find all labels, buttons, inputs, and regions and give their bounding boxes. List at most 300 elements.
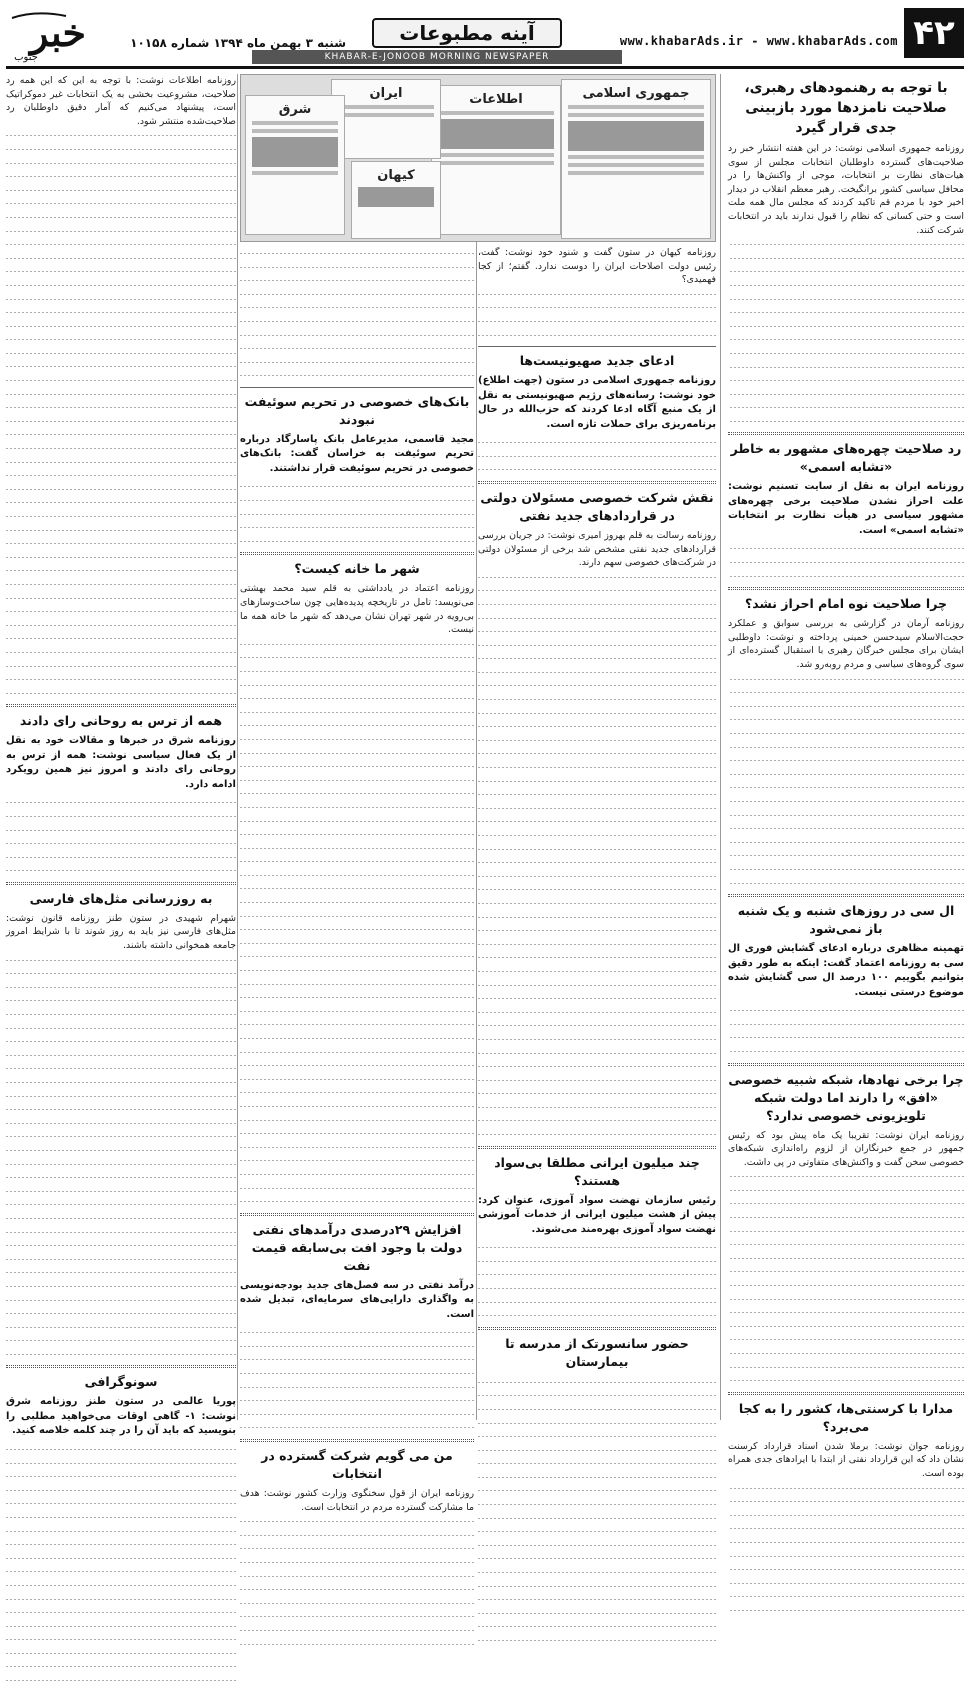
section-divider: [728, 1063, 964, 1066]
text-line: [478, 1086, 716, 1100]
text-line: [6, 823, 236, 837]
text-line: [728, 1030, 964, 1044]
article-body: روزنامه جمهوری اسلامی نوشت: در این هفته انتشار خبر رد صلاحیت‌های گسترده داوطلبان انتخابات مجلس از سوی هیات‌های نظارت بر انتخابات، موجی از واکنش‌ها را در محافل سیاسی کشور برانگیخت. رهبر معظم انقلاب در دیدار اخیر خود با مردم قم تاکید کردند که مجلس مال همه ملت است و حتی کسانی که نظام را قبول ندارند باید در انتخابات شرکت کنند.: [728, 143, 964, 236]
text-line: [478, 1127, 716, 1141]
headline[interactable]: من می گویم شرکت گسترده در انتخابات: [261, 1447, 453, 1481]
text-line: [478, 1538, 716, 1552]
text-line: [478, 1416, 716, 1430]
text-line: [6, 1184, 236, 1198]
headline[interactable]: نقش شرکت خصوصی مسئولان دولتی در قراردادهای جدید نفتی: [480, 489, 714, 523]
newspaper-subtitle: KHABAR-E-JONOOB MORNING NEWSPAPER: [252, 50, 622, 64]
text-line: [6, 1592, 236, 1606]
text-line: [478, 1073, 716, 1087]
headline[interactable]: با توجه به رهنمودهای رهبری، صلاحیت نامزدها مورد بازبینی جدی قرار گیرد: [744, 80, 948, 136]
text-line: [6, 993, 236, 1007]
section-divider: [728, 1392, 964, 1395]
text-line: [6, 577, 236, 591]
section-divider: [240, 1439, 474, 1442]
text-line: [6, 1659, 236, 1673]
text-line: [6, 441, 236, 455]
text-line: [478, 882, 716, 896]
text-line: [478, 1497, 716, 1511]
text-line: [240, 1514, 474, 1528]
text-line: [478, 1633, 716, 1647]
text-line: [6, 563, 236, 577]
text-line: [728, 794, 964, 808]
header-rule: [6, 66, 964, 69]
text-line: [240, 1031, 474, 1045]
text-line: [240, 637, 474, 651]
text-line: [6, 251, 236, 265]
text-line: [240, 1352, 474, 1366]
text-line: [728, 373, 964, 387]
text-line: [478, 964, 716, 978]
text-line: [240, 990, 474, 1004]
text-line: [6, 319, 236, 333]
text-line: [240, 922, 474, 936]
middle-right-column: [478, 246, 716, 1420]
text-line: [728, 1278, 964, 1292]
logo-text: خبر: [30, 10, 86, 55]
headline[interactable]: شهر ما خانه کیست؟: [294, 561, 420, 577]
text-line: [478, 1005, 716, 1019]
text-line: [728, 1210, 964, 1224]
text-line: [6, 1333, 236, 1347]
text-line: [6, 1143, 236, 1157]
text-line: [478, 570, 716, 584]
middle-left-column: [240, 246, 474, 1513]
text-line: [478, 1483, 716, 1497]
text-line: [6, 156, 236, 170]
text-line: [240, 1194, 474, 1208]
newspaper-front-page: اطلاعات: [431, 85, 561, 235]
text-line: [6, 659, 236, 673]
text-line: [6, 455, 236, 469]
text-line: [6, 809, 236, 823]
text-line: [728, 1237, 964, 1251]
article-body: روزنامه اطلاعات نوشت: با توجه به این که این همه رد صلاحیت، مشروعیت بخشی به یک انتخابات غیر دموکراتیک است، پیشنهاد می‌کنیم که آمار دقیق داوطلبان رد صلاحیت‌شده منتشر شود.: [6, 75, 236, 127]
text-line: [728, 1264, 964, 1278]
text-line: [6, 550, 236, 564]
text-line: [6, 1238, 236, 1252]
text-line: [728, 726, 964, 740]
text-line: [6, 604, 236, 618]
text-line: [728, 767, 964, 781]
text-line: [478, 978, 716, 992]
text-line: [728, 400, 964, 414]
text-line: [240, 260, 474, 274]
text-line: [240, 895, 474, 909]
text-line: [728, 278, 964, 292]
text-line: [6, 495, 236, 509]
text-line: [240, 1637, 474, 1651]
text-line: [478, 733, 716, 747]
text-line: [728, 672, 964, 686]
text-line: [478, 828, 716, 842]
text-line: [728, 862, 964, 876]
article-body: روزنامه ایران نوشت: تقریبا یک ماه پیش بود که رئیس جمهور در جمع خبرنگاران از لزوم راه‌اندازی شبکه‌های خصوصی سخن گفت و واکنش‌های متفاوتی در پی داشت.: [728, 1129, 964, 1168]
text-line: [6, 1129, 236, 1143]
headline[interactable]: چرا برخی نهادها، شبکه شبیه خصوصی «افق» را دارند اما دولت شبکه تلویزیونی خصوصی ندارد؟: [728, 1071, 964, 1123]
section-divider: [240, 552, 474, 555]
text-line: [6, 795, 236, 809]
text-line: [6, 631, 236, 645]
column-divider: [237, 74, 238, 1420]
text-line: [6, 292, 236, 306]
text-line: [6, 1089, 236, 1103]
text-line: [240, 1623, 474, 1637]
text-line: [6, 645, 236, 659]
text-line: [6, 523, 236, 537]
text-line: [728, 387, 964, 401]
text-line: [240, 732, 474, 746]
text-line: [6, 1496, 236, 1510]
text-line: [478, 1443, 716, 1457]
text-line: [6, 387, 236, 401]
text-line: [478, 692, 716, 706]
section-divider: [478, 1146, 716, 1149]
text-line: [728, 1481, 964, 1495]
text-line: [6, 1632, 236, 1646]
headline[interactable]: افزایش ۲۹درصدی درآمدهای نفتی دولت با وجود افت بی‌سابقه قیمت نفت: [251, 1221, 463, 1273]
text-line: [728, 569, 964, 583]
text-line: [478, 937, 716, 951]
issue-date-line: شنبه ۳ بهمن ماه ۱۳۹۴ شماره ۱۰۱۵۸: [130, 36, 346, 50]
newspaper-front-page: شرق: [245, 95, 345, 235]
text-line: [240, 507, 474, 521]
text-line: [240, 1569, 474, 1583]
text-line: [728, 1319, 964, 1333]
site-urls[interactable]: www.khabarAds.ir - www.khabarAds.com: [619, 34, 898, 48]
text-line: [240, 1181, 474, 1195]
text-line: [6, 224, 236, 238]
text-line: [728, 360, 964, 374]
text-line: [240, 936, 474, 950]
text-line: [240, 814, 474, 828]
section-divider: [240, 387, 474, 388]
text-line: [6, 1483, 236, 1497]
article-lead: درآمد نفتی در سه فصل‌های جدید بودجه‌نویسی به واگذاری دارایی‌های سرمایه‌ای، تبدیل شده است.: [240, 1279, 474, 1320]
headline[interactable]: حضور سانسورتک از مدرسه تا بیمارستان: [505, 1335, 689, 1369]
text-line: [240, 1072, 474, 1086]
text-line: [478, 1254, 716, 1268]
text-line: [240, 678, 474, 692]
text-line: [478, 1511, 716, 1525]
text-line: [728, 414, 964, 428]
text-line: [728, 319, 964, 333]
text-line: [478, 1606, 716, 1620]
text-line: [6, 1170, 236, 1184]
text-line: [6, 1211, 236, 1225]
headline[interactable]: سونوگرافی: [84, 1374, 158, 1390]
text-line: [728, 1549, 964, 1563]
section-divider: [6, 704, 236, 707]
text-line: [240, 300, 474, 314]
text-line: [240, 1555, 474, 1569]
text-line: [478, 1018, 716, 1032]
text-line: [6, 1646, 236, 1660]
newspaper-front-page: ایران: [331, 79, 441, 159]
text-line: [478, 1470, 716, 1484]
text-line: [478, 896, 716, 910]
text-line: [240, 868, 474, 882]
article-body: روزنامه ایران از قول سخنگوی وزارت کشور نوشت: هدف ما مشارکت گسترده مردم در انتخابات است.: [240, 1487, 474, 1513]
text-line: [240, 1609, 474, 1623]
right-column: [728, 74, 964, 1479]
text-line: [6, 1157, 236, 1171]
text-line: [6, 414, 236, 428]
headline[interactable]: همه از ترس به روحانی رای دادند: [19, 713, 223, 729]
left-column: [6, 74, 236, 1437]
text-line: [728, 1332, 964, 1346]
text-line: [728, 712, 964, 726]
text-line: [6, 142, 236, 156]
text-line: [6, 863, 236, 877]
newspaper-front-page: جمهوری اسلامی: [561, 79, 711, 239]
text-line: [6, 1524, 236, 1538]
text-line: [6, 1061, 236, 1075]
text-line: [6, 468, 236, 482]
text-line: [478, 1565, 716, 1579]
text-line: [6, 1279, 236, 1293]
text-line: [478, 462, 716, 476]
text-line: [240, 1528, 474, 1542]
text-line: [6, 1320, 236, 1334]
text-line: [478, 435, 716, 449]
text-line: [728, 1346, 964, 1360]
text-line: [240, 328, 474, 342]
headline[interactable]: مدارا با کرسنتی‌ها، کشور را به کجا می‌برد؟: [738, 1400, 954, 1434]
text-line: [6, 618, 236, 632]
text-line: [240, 314, 474, 328]
article-lead: روزنامه جمهوری اسلامی در ستون (جهت اطلاع) خود نوشت: رسانه‌های رژیم صهیونیستی به نقل از یک منبع آگاه ادعا کردند که حزب‌الله در حال برنامه‌ریزی برای حملات تازه است.: [478, 375, 716, 430]
text-line: [240, 1407, 474, 1421]
text-line: [240, 1380, 474, 1394]
text-line: [6, 1225, 236, 1239]
text-line: [728, 685, 964, 699]
text-line: [240, 881, 474, 895]
text-line: [728, 1521, 964, 1535]
text-line: [478, 449, 716, 463]
text-line: [240, 909, 474, 923]
text-line: [478, 760, 716, 774]
text-line: [478, 624, 716, 638]
text-line: [6, 966, 236, 980]
text-line: [478, 1100, 716, 1114]
article-body: روزنامه اعتماد در یادداشتی به قلم سید محمد بهشتی می‌نویسد: تامل در تاریخچه پدیده‌هایی چون ساخت‌وسازهای بی‌رویه در شهر تهران نشان می‌دهد که شهر ما خانه همه ما نیست.: [240, 583, 474, 636]
text-line: [240, 273, 474, 287]
text-line: [478, 1308, 716, 1322]
text-line: [728, 808, 964, 822]
text-line: [728, 740, 964, 754]
text-line: [478, 1456, 716, 1470]
logo-sub: جنوب: [14, 52, 38, 63]
text-line: [478, 314, 716, 328]
column-divider: [720, 74, 721, 1420]
text-line: [240, 1153, 474, 1167]
text-line: [478, 1032, 716, 1046]
text-line: [728, 541, 964, 555]
text-line: [240, 963, 474, 977]
text-line: [478, 1240, 716, 1254]
headline[interactable]: به روزرسانی مثل‌های فارسی: [29, 890, 213, 906]
text-line: [728, 1494, 964, 1508]
text-line: [728, 1360, 964, 1374]
text-line: [240, 800, 474, 814]
section-divider: [6, 1365, 236, 1368]
text-line: [478, 583, 716, 597]
headline[interactable]: ادعای جدید صهیونیست‌ها: [519, 353, 675, 369]
section-divider: [478, 346, 716, 347]
text-line: [478, 1295, 716, 1309]
text-line: [478, 842, 716, 856]
text-line: [478, 1402, 716, 1416]
text-line: [6, 237, 236, 251]
text-line: [240, 949, 474, 963]
text-line: [6, 1306, 236, 1320]
text-line: [6, 128, 236, 142]
text-line: [240, 759, 474, 773]
text-line: [6, 836, 236, 850]
text-line: [478, 1375, 716, 1389]
text-line: [728, 1292, 964, 1306]
text-line: [478, 801, 716, 815]
text-line: [240, 1420, 474, 1434]
text-line: [240, 827, 474, 841]
text-line: [6, 1510, 236, 1524]
text-line: [6, 1619, 236, 1633]
text-line: [478, 814, 716, 828]
text-line: [6, 850, 236, 864]
text-line: [728, 292, 964, 306]
text-line: [6, 264, 236, 278]
text-line: [728, 1169, 964, 1183]
text-line: [478, 923, 716, 937]
text-line: [728, 1251, 964, 1265]
text-line: [478, 328, 716, 342]
text-line: [240, 854, 474, 868]
text-line: [478, 774, 716, 788]
text-line: [478, 1524, 716, 1538]
text-line: [240, 355, 474, 369]
text-line: [6, 1034, 236, 1048]
text-line: [240, 1596, 474, 1610]
section-divider: [240, 1213, 474, 1216]
article-body: شهرام شهیدی در ستون طنز روزنامه قانون نوشت: مثل‌های فارسی نیز باید به روز شوند تا با شرایط امروز جامعه همخوانی داشته باشند.: [6, 912, 236, 952]
text-line: [240, 773, 474, 787]
text-line: [6, 1007, 236, 1021]
text-line: [728, 1305, 964, 1319]
text-line: [478, 597, 716, 611]
text-line: [240, 664, 474, 678]
text-line: [6, 1578, 236, 1592]
text-line: [240, 1167, 474, 1181]
text-line: [478, 1429, 716, 1443]
text-line: [478, 787, 716, 801]
text-line: [478, 1046, 716, 1060]
headline[interactable]: بانک‌های خصوصی در تحریم سوئیفت نبودند: [244, 393, 470, 427]
text-line: [478, 1388, 716, 1402]
text-line: [478, 1267, 716, 1281]
text-line: [240, 246, 474, 260]
article-lead: روزنامه ایران به نقل از سایت تسنیم نوشت: علت احراز نشدن صلاحیت برخی چهره‌های مشهور سیاسی در هیأت نظارت بر انتخابات «تشابه اسمی» است.: [728, 481, 964, 536]
text-line: [478, 287, 716, 301]
text-line: [240, 718, 474, 732]
text-line: [478, 1281, 716, 1295]
text-line: [240, 1113, 474, 1127]
text-line: [6, 332, 236, 346]
article-body: روزنامه کیهان در ستون گفت و شنود خود نوشت: گفت، رئیس دولت اصلاحات ایران را دوست ندارد. گفتم؛ از کجا فهمیدی؟: [478, 247, 716, 286]
text-line: [478, 719, 716, 733]
section-divider: [728, 432, 964, 435]
text-line: [728, 876, 964, 890]
text-line: [478, 910, 716, 924]
text-line: [240, 1393, 474, 1407]
headline[interactable]: چرا صلاحیت نوه امام احراز نشد؟: [745, 596, 947, 612]
text-line: [240, 691, 474, 705]
text-line: [728, 1017, 964, 1031]
text-line: [728, 1003, 964, 1017]
text-line: [478, 746, 716, 760]
text-line: [728, 835, 964, 849]
text-line: [6, 373, 236, 387]
text-line: [240, 705, 474, 719]
text-line: [478, 1113, 716, 1127]
text-line: [6, 1075, 236, 1089]
text-line: [728, 1562, 964, 1576]
text-line: [6, 980, 236, 994]
text-line: [478, 950, 716, 964]
text-line: [6, 359, 236, 373]
text-line: [6, 400, 236, 414]
text-line: [728, 1183, 964, 1197]
text-line: [6, 1293, 236, 1307]
text-line: [728, 1373, 964, 1387]
text-line: [728, 264, 964, 278]
headline[interactable]: ال سی در روزهای شنبه و یک شنبه باز نمی‌شود: [737, 903, 955, 937]
text-line: [6, 953, 236, 967]
text-line: [728, 1508, 964, 1522]
text-line: [240, 1099, 474, 1113]
text-line: [6, 1048, 236, 1062]
text-line: [728, 848, 964, 862]
headline[interactable]: چند میلیون ایرانی مطلقا بی‌سواد هستند؟: [494, 1154, 700, 1188]
text-line: [6, 210, 236, 224]
text-line: [6, 346, 236, 360]
text-line: [240, 1045, 474, 1059]
khabar-logo: [6, 8, 110, 64]
text-line: [728, 780, 964, 794]
section-title: آینه مطبوعات: [372, 18, 562, 48]
text-line: [240, 650, 474, 664]
section-divider: [728, 894, 964, 897]
article-body: روزنامه جوان نوشت: برملا شدن اسناد قرارداد کرسنت نشان داد که این قرارداد نفتی از ابتدا با ایرادهای جدی همراه بوده است.: [728, 1440, 964, 1479]
page-number: ۴۲: [904, 8, 964, 58]
text-line: [6, 1021, 236, 1035]
text-line: [6, 1347, 236, 1361]
text-line: [6, 1442, 236, 1456]
text-line: [728, 555, 964, 569]
article-lead: روزنامه شرق در خبرها و مقالات خود به نقل از یک فعال سیاسی نوشت: همه از ترس به روحانی رای دادند و امروز نیز همین رویکرد ادامه دارد.: [6, 735, 236, 790]
text-line: [728, 237, 964, 251]
text-line: [728, 1196, 964, 1210]
text-line: [728, 1535, 964, 1549]
headline[interactable]: رد صلاحیت چهره‌های مشهور به خاطر «تشابه اسمی»: [730, 441, 962, 475]
text-line: [6, 482, 236, 496]
text-line: [478, 991, 716, 1005]
text-line: [240, 1541, 474, 1555]
text-line: [728, 1224, 964, 1238]
